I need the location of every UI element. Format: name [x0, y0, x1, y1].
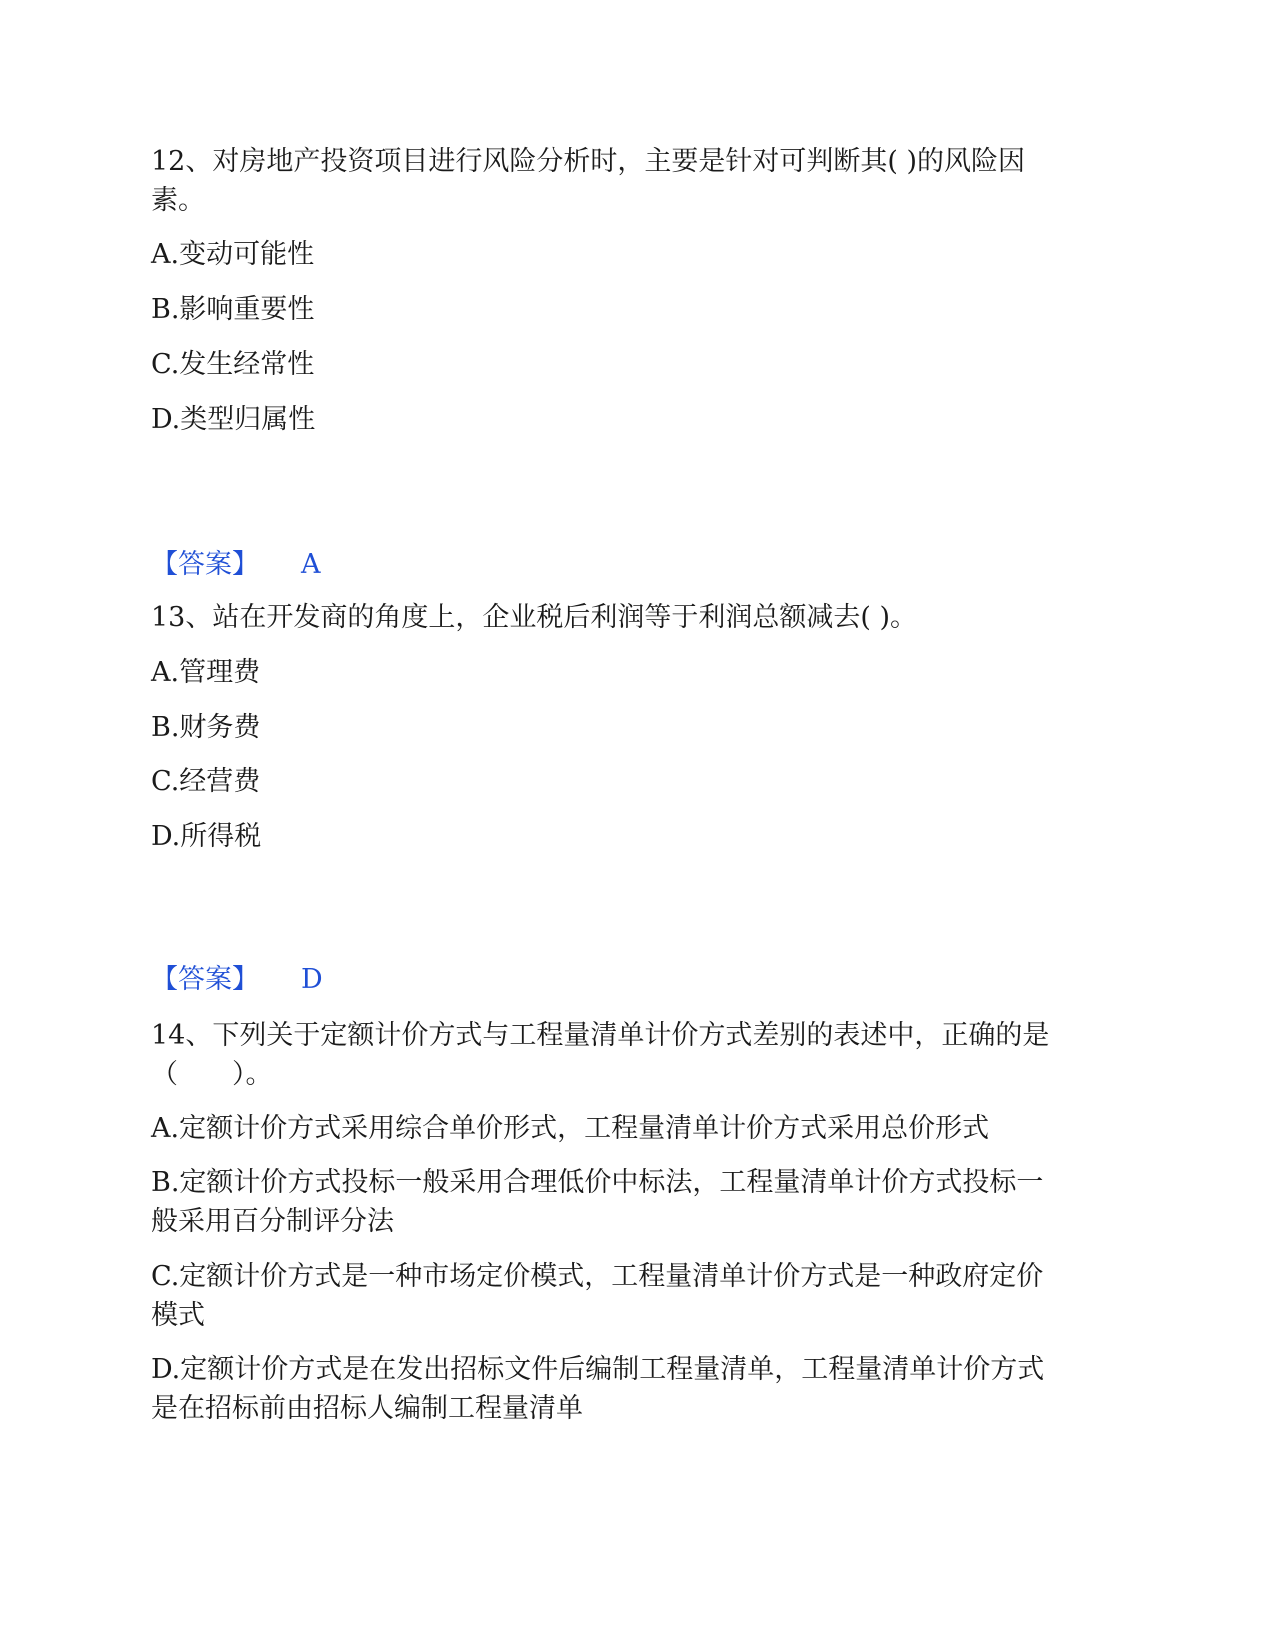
question-12-answer: [151, 545, 321, 585]
question-14-option-d-line-2: 是在招标前由招标人编制工程量清单: [151, 1393, 583, 1424]
question-12-option-d: D.类型归属性: [151, 404, 316, 435]
question-14-option-c-line-1: C.定额计价方式是一种市场定价模式，工程量清单计价方式是一种政府定价: [151, 1261, 1044, 1292]
question-13-option-c: C.经营费: [151, 766, 261, 797]
question-12-stem-line-1: 12、对房地产投资项目进行风险分析时，主要是针对可判断其( )的风险因: [151, 146, 1026, 177]
question-12-option-c: C.发生经常性: [151, 349, 315, 380]
question-13-option-b: B.财务费: [151, 712, 261, 743]
question-13-option-d: D.所得税: [151, 821, 262, 852]
question-14-option-c-line-2: 模式: [151, 1300, 205, 1331]
question-13-option-a: A.管理费: [151, 657, 261, 688]
answer-value: D: [301, 964, 323, 995]
question-14-stem-line-2: （ ）。: [151, 1059, 273, 1090]
question-12-option-a: A.变动可能性: [151, 239, 315, 270]
question-13-stem-line-1: 13、站在开发商的角度上，企业税后利润等于利润总额减去( )。: [151, 602, 918, 633]
answer-value: A: [301, 549, 321, 580]
question-14-option-a: A.定额计价方式采用综合单价形式，工程量清单计价方式采用总价形式: [151, 1113, 990, 1144]
question-12-option-b: B.影响重要性: [151, 294, 315, 325]
question-12-stem-line-2: 素。: [151, 185, 205, 216]
question-13-answer: [151, 960, 323, 1000]
question-14-stem-line-1: 14、下列关于定额计价方式与工程量清单计价方式差别的表述中，正确的是: [151, 1020, 1050, 1051]
question-14-option-b-line-1: B.定额计价方式投标一般采用合理低价中标法，工程量清单计价方式投标一: [151, 1167, 1044, 1198]
answer-label: 【答案】: [151, 549, 259, 580]
answer-label: 【答案】: [151, 964, 259, 995]
question-14-option-d-line-1: D.定额计价方式是在发出招标文件后编制工程量清单，工程量清单计价方式: [151, 1354, 1045, 1385]
question-14-option-b-line-2: 般采用百分制评分法: [151, 1206, 394, 1237]
